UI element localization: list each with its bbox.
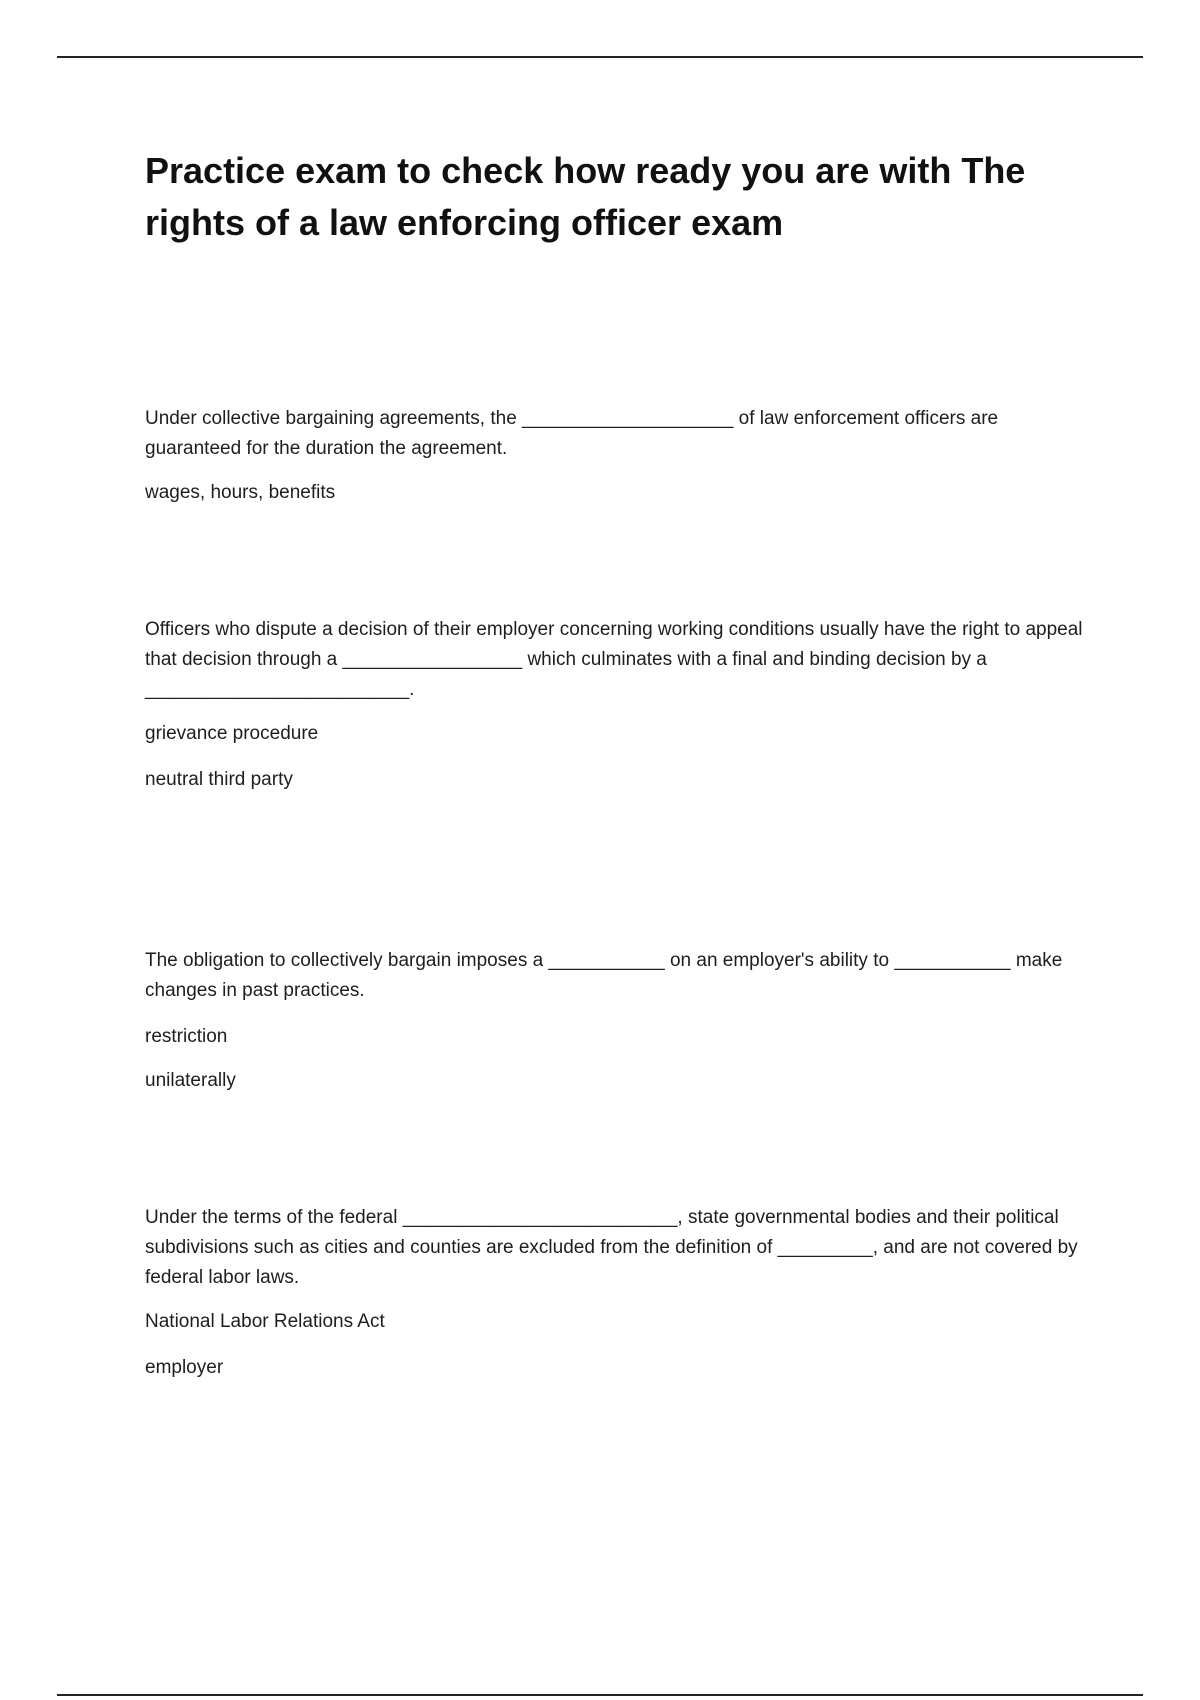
- question-block-3: [145, 946, 1090, 1096]
- top-rule: [57, 56, 1143, 58]
- answer-text: wages, hours, benefits: [145, 482, 336, 503]
- question-text: Under collective bargaining agreements, the ____________________ of law enforcement officers are guaranteed for the duration the agreement.: [145, 408, 999, 459]
- question-block-2: [145, 615, 1090, 795]
- answer-text: unilaterally: [145, 1070, 236, 1091]
- answer-text: neutral third party: [145, 769, 293, 790]
- question-block-1: [145, 404, 1090, 508]
- question-text: Under the terms of the federal __________________________, state governmental bodies and their political subdivisions such as cities and counties are excluded from the definition of _________, and are not covered by federal labor laws.: [145, 1207, 1078, 1288]
- question-text: Officers who dispute a decision of their employer concerning working conditions usually have the right to appeal that decision through a _________________ which culminates with a final and binding decision by a _________________________.: [145, 619, 1083, 700]
- answer-text: grievance procedure: [145, 723, 319, 744]
- question-text: The obligation to collectively bargain imposes a ___________ on an employer's ability to ___________ make changes in past practices.: [145, 950, 1063, 1001]
- bottom-rule: [57, 1694, 1143, 1696]
- question-block-4: [145, 1203, 1090, 1383]
- page-title: Practice exam to check how ready you are with The rights of a law enforcing officer exam: [145, 150, 1026, 243]
- answer-text: National Labor Relations Act: [145, 1311, 385, 1332]
- answer-text: restriction: [145, 1026, 228, 1047]
- answer-text: employer: [145, 1357, 224, 1378]
